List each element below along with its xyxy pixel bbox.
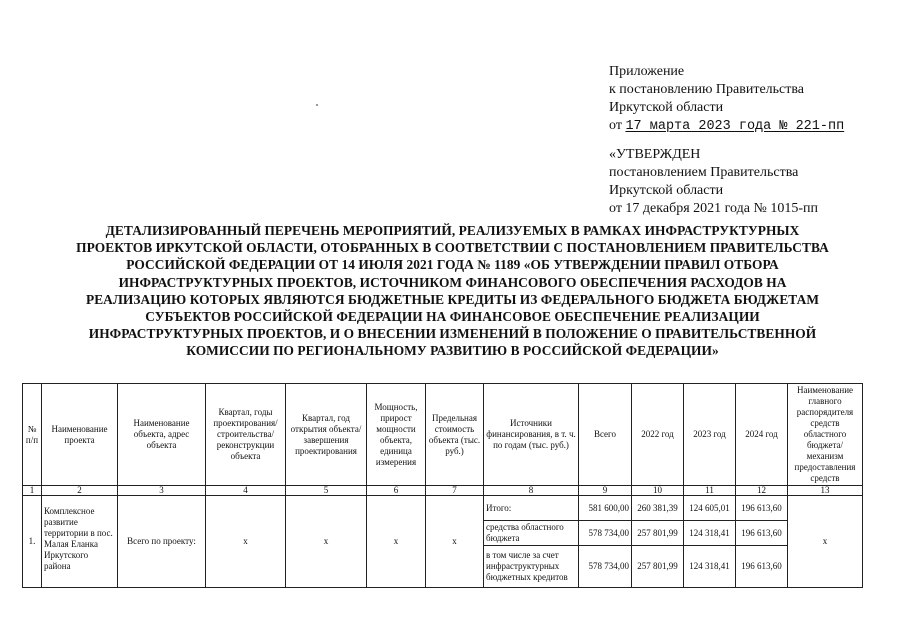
table-row bbox=[23, 496, 863, 521]
source-2024: 196 613,60 bbox=[736, 521, 788, 546]
column-number: 10 bbox=[632, 486, 684, 496]
source-total: 578 734,00 bbox=[579, 546, 632, 588]
header-cell: Квартал, год открытия объекта/ завершения проектирования bbox=[286, 384, 367, 486]
source-2023: 124 318,41 bbox=[684, 546, 736, 588]
appendix-line-2: к постановлению Правительства bbox=[609, 82, 805, 97]
column-number: 9 bbox=[579, 486, 632, 496]
max-cost-cell: x bbox=[426, 496, 484, 588]
opening-cell: x bbox=[286, 496, 367, 588]
source-2022: 257 801,99 bbox=[632, 546, 684, 588]
capacity-cell: x bbox=[367, 496, 426, 588]
distributor-cell: x bbox=[788, 496, 863, 588]
source-2023: 124 318,41 bbox=[684, 521, 736, 546]
column-number-row bbox=[23, 486, 863, 496]
column-number: 8 bbox=[484, 486, 579, 496]
project-name: Комплексное развитие территории в пос. Малая Еланка Иркутского района bbox=[42, 496, 118, 588]
source-total: 578 734,00 bbox=[579, 521, 632, 546]
appendix-line-3: Иркутской области bbox=[609, 100, 724, 115]
approved-line-3: Иркутской области bbox=[609, 183, 724, 198]
header-cell: Наименование проекта bbox=[42, 384, 118, 486]
source-2023: 124 605,01 bbox=[684, 496, 736, 521]
column-number: 3 bbox=[118, 486, 206, 496]
header-cell: 2023 год bbox=[684, 384, 736, 486]
header-cell: 2022 год bbox=[632, 384, 684, 486]
appendix-date-value: 17 марта 2023 года № 221-пп bbox=[625, 119, 845, 134]
source-2024: 196 613,60 bbox=[736, 496, 788, 521]
header-cell: 2024 год bbox=[736, 384, 788, 486]
row-number: 1. bbox=[23, 496, 42, 588]
column-number: 6 bbox=[367, 486, 426, 496]
approved-line-2: постановлением Правительства bbox=[609, 165, 799, 180]
column-number: 11 bbox=[684, 486, 736, 496]
header-cell: № п/п bbox=[23, 384, 42, 486]
column-number: 2 bbox=[42, 486, 118, 496]
appendix-line-1: Приложение bbox=[609, 64, 685, 79]
document-title: ДЕТАЛИЗИРОВАННЫЙ ПЕРЕЧЕНЬ МЕРОПРИЯТИЙ, РЕАЛИЗУЕМЫХ В РАМКАХ ИНФРАСТРУКТУРНЫХ ПРОЕКТОВ ИРКУТСКОЙ ОБЛАСТИ, ОТОБРАННЫХ В СООТВЕТСТВИИ С ПОСТАНОВЛЕНИЕМ ПРАВИТЕЛЬСТВА РОССИЙСКОЙ ФЕДЕРАЦИИ ОТ 14 ИЮЛЯ 2021 ГОДА № 1189 «ОБ УТВЕРЖДЕНИИ ПРАВИЛ ОТБОРА ИНФРАСТРУКТУРНЫХ ПРОЕКТОВ, ИСТОЧНИКОМ ФИНАНСОВОГО ОБЕСПЕЧЕНИЯ РАСХОДОВ НА РЕАЛИЗАЦИЮ КОТОРЫХ ЯВЛЯЮТСЯ БЮДЖЕТНЫЕ КРЕДИТЫ ИЗ ФЕДЕРАЛЬНОГО БЮДЖЕТА БЮДЖЕТАМ СУБЪЕКТОВ РОССИЙСКОЙ ФЕДЕРАЦИИ НА ФИНАНСОВОЕ ОБЕСПЕЧЕНИЕ РЕАЛИЗАЦИИ ИНФРАСТРУКТУРНЫХ ПРОЕКТОВ, И О ВНЕСЕНИИ ИЗМЕНЕНИЙ В ПОЛОЖЕНИЕ О ПРАВИТЕЛЬСТВЕННОЙ КОМИССИИ ПО РЕГИОНАЛЬНОМУ РАЗВИТИЮ В РОССИЙСКОЙ ФЕДЕРАЦИИ» bbox=[76, 223, 829, 359]
column-number: 4 bbox=[206, 486, 286, 496]
column-number: 7 bbox=[426, 486, 484, 496]
source-2024: 196 613,60 bbox=[736, 546, 788, 588]
appendix-date bbox=[609, 117, 844, 136]
source-total: 581 600,00 bbox=[579, 496, 632, 521]
header-cell: Наименование главного распорядителя средств областного бюджета/ механизм предоставления средств bbox=[788, 384, 863, 486]
period-cell: x bbox=[206, 496, 286, 588]
source-name: Итого: bbox=[484, 496, 579, 521]
measures-table bbox=[22, 383, 863, 588]
column-number: 5 bbox=[286, 486, 367, 496]
column-number: 13 bbox=[788, 486, 863, 496]
source-name: в том числе за счет инфраструктурных бюджетных кредитов bbox=[484, 546, 579, 588]
source-2022: 257 801,99 bbox=[632, 521, 684, 546]
appendix-date-prefix: от bbox=[609, 118, 622, 133]
scan-speck bbox=[316, 104, 318, 106]
approved-line-1: «УТВЕРЖДЕН bbox=[609, 147, 701, 162]
header-cell: Предельная стоимость объекта (тыс. руб.) bbox=[426, 384, 484, 486]
header-cell: Квартал, годы проектирования/ строительства/ реконструкции объекта bbox=[206, 384, 286, 486]
source-name: средства областного бюджета bbox=[484, 521, 579, 546]
column-number: 12 bbox=[736, 486, 788, 496]
header-cell: Наименование объекта, адрес объекта bbox=[118, 384, 206, 486]
header-cell: Источники финансирования, в т. ч. по годам (тыс. руб.) bbox=[484, 384, 579, 486]
header-cell: Мощность, прирост мощности объекта, единица измерения bbox=[367, 384, 426, 486]
source-2022: 260 381,39 bbox=[632, 496, 684, 521]
header-cell: Всего bbox=[579, 384, 632, 486]
object-name: Всего по проекту: bbox=[118, 496, 206, 588]
approved-line-4: от 17 декабря 2021 года № 1015-пп bbox=[609, 201, 818, 216]
approved-block bbox=[609, 146, 818, 218]
appendix-block bbox=[609, 63, 844, 136]
table-header-row bbox=[23, 384, 863, 486]
column-number: 1 bbox=[23, 486, 42, 496]
